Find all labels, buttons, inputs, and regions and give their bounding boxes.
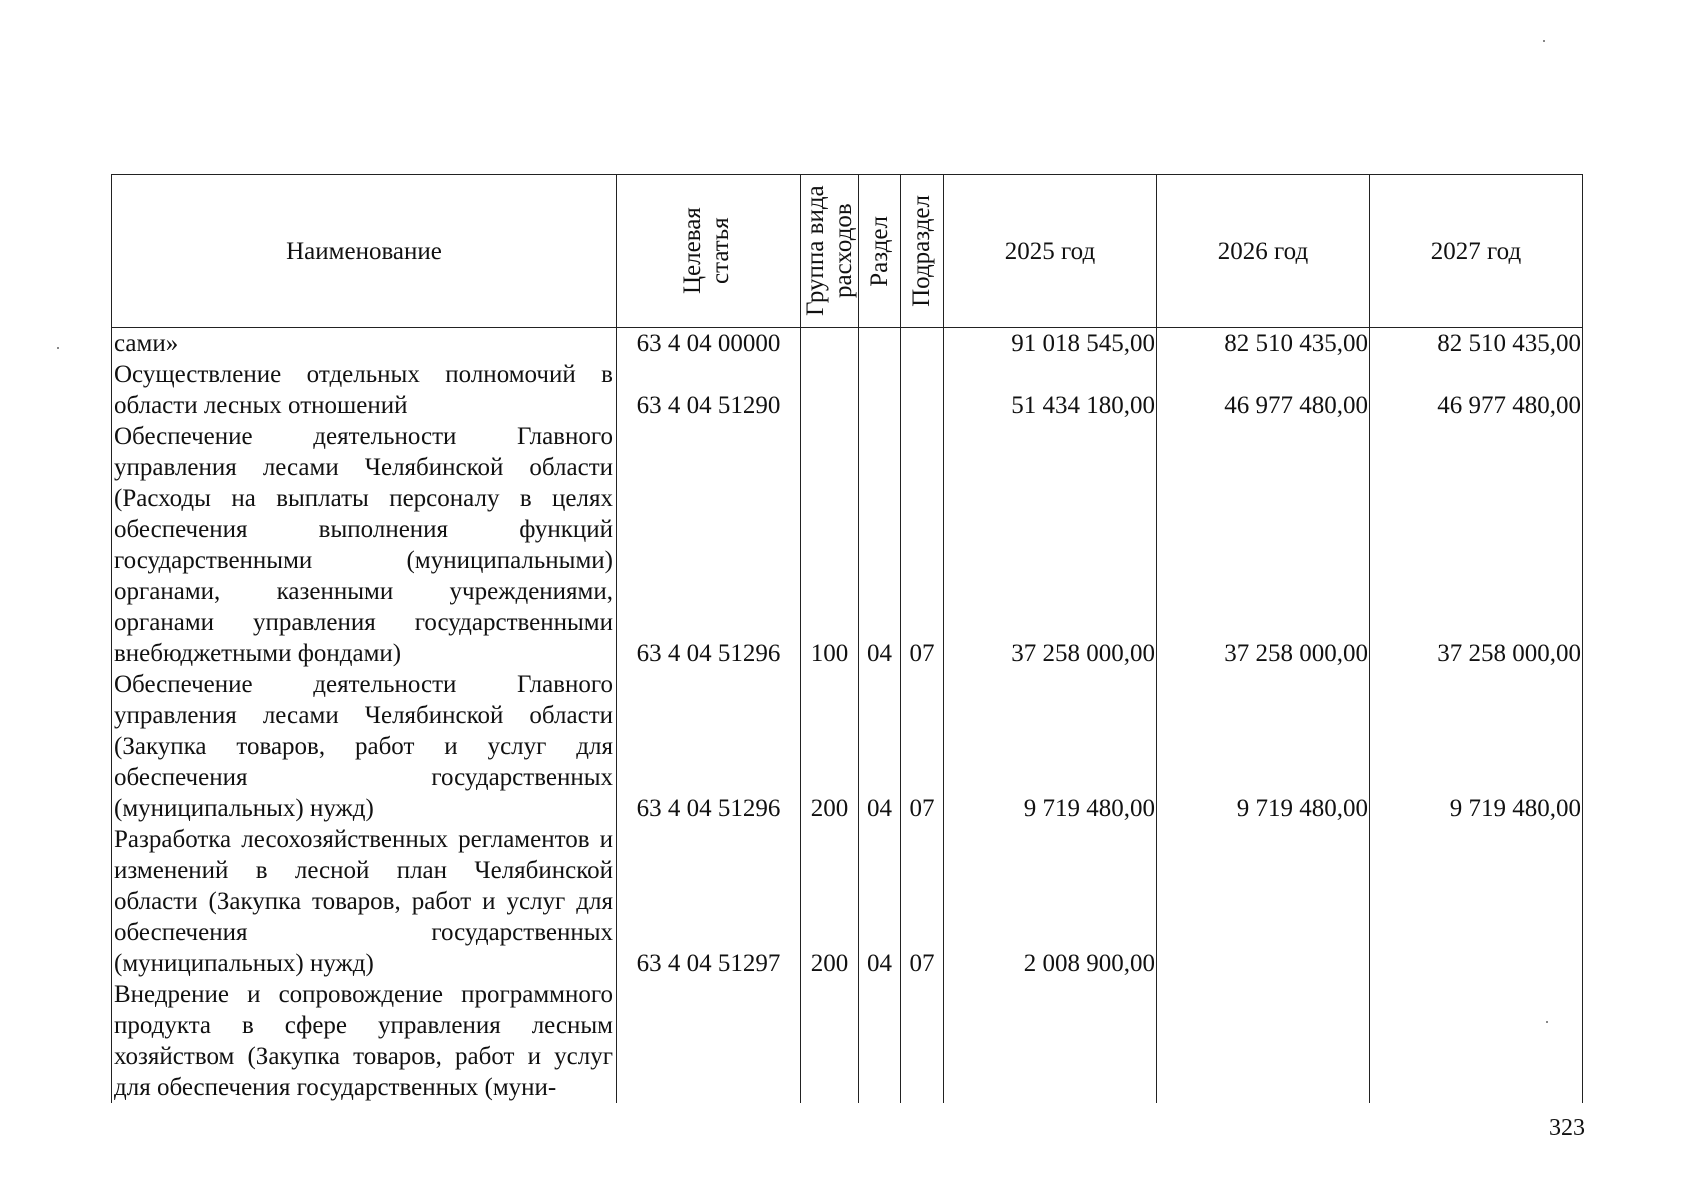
row-group	[801, 359, 859, 421]
row-section: 04	[859, 824, 901, 979]
row-2027: 9 719 480,00	[1370, 669, 1583, 824]
row-section	[859, 328, 901, 360]
row-target: 63 4 04 51290	[617, 359, 801, 421]
row-2025	[944, 979, 1157, 1103]
header-group-label: Группа вида расходов	[801, 185, 857, 317]
row-subsection: 07	[901, 669, 944, 824]
row-subsection	[901, 328, 944, 360]
row-group: 100	[801, 421, 859, 669]
row-name: сами»	[112, 328, 617, 360]
row-target: 63 4 04 51296	[617, 669, 801, 824]
header-target	[617, 175, 801, 328]
row-2026: 37 258 000,00	[1157, 421, 1370, 669]
header-2026: 2026 год	[1157, 175, 1370, 328]
row-2027	[1370, 824, 1583, 979]
row-name: Внедрение и сопровождение программного продукта в сфере управления лесным хозяйством (Закупка товаров, работ и услуг для обеспечения государственных (муни-	[112, 979, 617, 1103]
header-section-label: Раздел	[865, 215, 893, 287]
scan-speck	[1543, 40, 1545, 42]
scan-speck	[57, 347, 59, 349]
row-target	[617, 979, 801, 1103]
table-row	[112, 824, 1583, 979]
page-number: 323	[1549, 1115, 1585, 1141]
header-2025: 2025 год	[944, 175, 1157, 328]
row-2027: 37 258 000,00	[1370, 421, 1583, 669]
header-subsection	[901, 175, 944, 328]
budget-table	[111, 174, 1583, 1103]
header-2027: 2027 год	[1370, 175, 1583, 328]
row-name: Обеспечение деятельности Главного управления лесами Челябинской области (Закупка товаров, работ и услуг для обеспечения государственных (муниципальных) нужд)	[112, 669, 617, 824]
row-2025: 51 434 180,00	[944, 359, 1157, 421]
row-2026: 46 977 480,00	[1157, 359, 1370, 421]
table-row	[112, 359, 1583, 421]
table-row	[112, 979, 1583, 1103]
row-target: 63 4 04 51297	[617, 824, 801, 979]
row-name: Обеспечение деятельности Главного управления лесами Челябинской области (Расходы на выплаты персоналу в целях обеспечения выполнения функций государственными (муниципальными) органами, казенными учреждениями, органами управления государственными внебюджетными фондами)	[112, 421, 617, 669]
row-section	[859, 979, 901, 1103]
row-subsection: 07	[901, 824, 944, 979]
header-section	[859, 175, 901, 328]
row-group: 200	[801, 669, 859, 824]
row-2026: 82 510 435,00	[1157, 328, 1370, 360]
table-row	[112, 669, 1583, 824]
row-section	[859, 359, 901, 421]
row-2026: 9 719 480,00	[1157, 669, 1370, 824]
row-2027	[1370, 979, 1583, 1103]
table-row	[112, 421, 1583, 669]
row-2025: 37 258 000,00	[944, 421, 1157, 669]
row-2025: 9 719 480,00	[944, 669, 1157, 824]
row-name: Разработка лесохозяйственных регламентов и изменений в лесной план Челябинской области (Закупка товаров, работ и услуг для обеспечения государственных (муниципальных) нужд)	[112, 824, 617, 979]
row-group: 200	[801, 824, 859, 979]
header-subsection-label: Подраздел	[908, 195, 935, 307]
row-subsection: 07	[901, 421, 944, 669]
row-subsection	[901, 979, 944, 1103]
row-group	[801, 328, 859, 360]
row-2025: 91 018 545,00	[944, 328, 1157, 360]
row-2025: 2 008 900,00	[944, 824, 1157, 979]
row-section: 04	[859, 669, 901, 824]
header-name: Наименование	[112, 175, 617, 328]
row-group	[801, 979, 859, 1103]
row-subsection	[901, 359, 944, 421]
scan-speck	[1546, 1021, 1548, 1023]
table-row	[112, 328, 1583, 360]
row-2026	[1157, 979, 1370, 1103]
table-header-row	[112, 175, 1583, 328]
row-name: Осуществление отдельных полномочий в области лесных отношений	[112, 359, 617, 421]
row-2027: 82 510 435,00	[1370, 328, 1583, 360]
header-target-label: Целевая статья	[678, 207, 734, 295]
header-group	[801, 175, 859, 328]
row-2027: 46 977 480,00	[1370, 359, 1583, 421]
row-target: 63 4 04 00000	[617, 328, 801, 360]
row-target: 63 4 04 51296	[617, 421, 801, 669]
row-section: 04	[859, 421, 901, 669]
row-2026	[1157, 824, 1370, 979]
